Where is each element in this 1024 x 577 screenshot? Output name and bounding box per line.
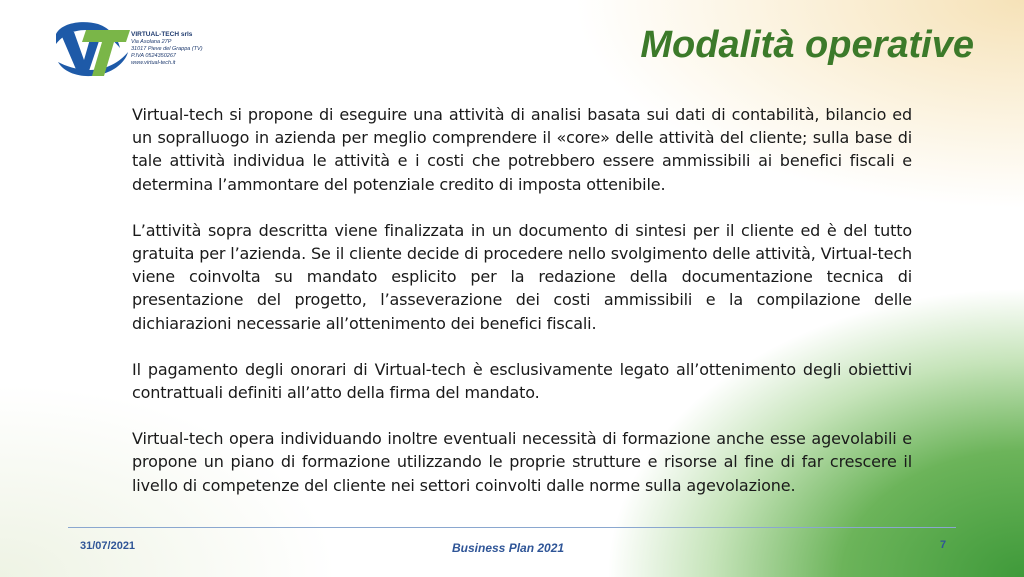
- slide-body: [132, 103, 912, 520]
- company-website: www.virtual-tech.it: [131, 60, 176, 66]
- body-paragraph: Virtual-tech si propone di eseguire una attività di analisi basata sui dati di contabilità, bilancio ed un sopralluogo in azienda per meglio comprendere il «core» delle attività del cliente; sulla base di tale attività individua le attività e i costi che potrebbero essere ammissibili ai benefici fiscali e determina l’ammontare del potenziale credito di imposta ottenibile.: [132, 105, 912, 194]
- company-info: [131, 31, 203, 67]
- body-paragraph: L’attività sopra descritta viene finalizzata in un documento di sintesi per il cliente ed è del tutto gratuita per l’azienda. Se il cliente decide di procedere nello svolgimento delle attività, Virtual-tech viene coinvolta su mandato esplicito per la redazione della documentazione tecnica di presentazione del progetto, l’asseverazione dei costi ammissibili e la compilazione delle dichiarazioni necessarie all’ottenimento dei benefici fiscali.: [132, 220, 912, 333]
- body-paragraph: Il pagamento degli onorari di Virtual-tech è esclusivamente legato all’ottenimento degli obiettivi contrattuali definiti all’atto della firma del mandato.: [132, 359, 912, 403]
- company-address-line: Via Asolana 27P: [131, 39, 172, 45]
- body-paragraph: Virtual-tech opera individuando inoltre eventuali necessità di formazione anche esse agevolabili e propone un piano di formazione utilizzando le proprie strutture e risorse al fine di far crescere il livello di competenze del cliente nei settori coinvolti dalle norme sulla agevolazione.: [132, 429, 912, 495]
- company-vat: P.IVA 0524350267: [131, 53, 176, 59]
- page-number: 7: [940, 539, 947, 551]
- slide-title: Modalità operative: [640, 24, 974, 66]
- company-name: VIRTUAL-TECH srls: [131, 31, 193, 38]
- footer-divider: [68, 527, 956, 528]
- footer-title: Business Plan 2021: [452, 541, 565, 555]
- footer-date: 31/07/2021: [80, 540, 136, 552]
- vt-logo-icon: [52, 18, 132, 80]
- company-address-line: 31017 Pieve del Grappa (TV): [131, 46, 203, 52]
